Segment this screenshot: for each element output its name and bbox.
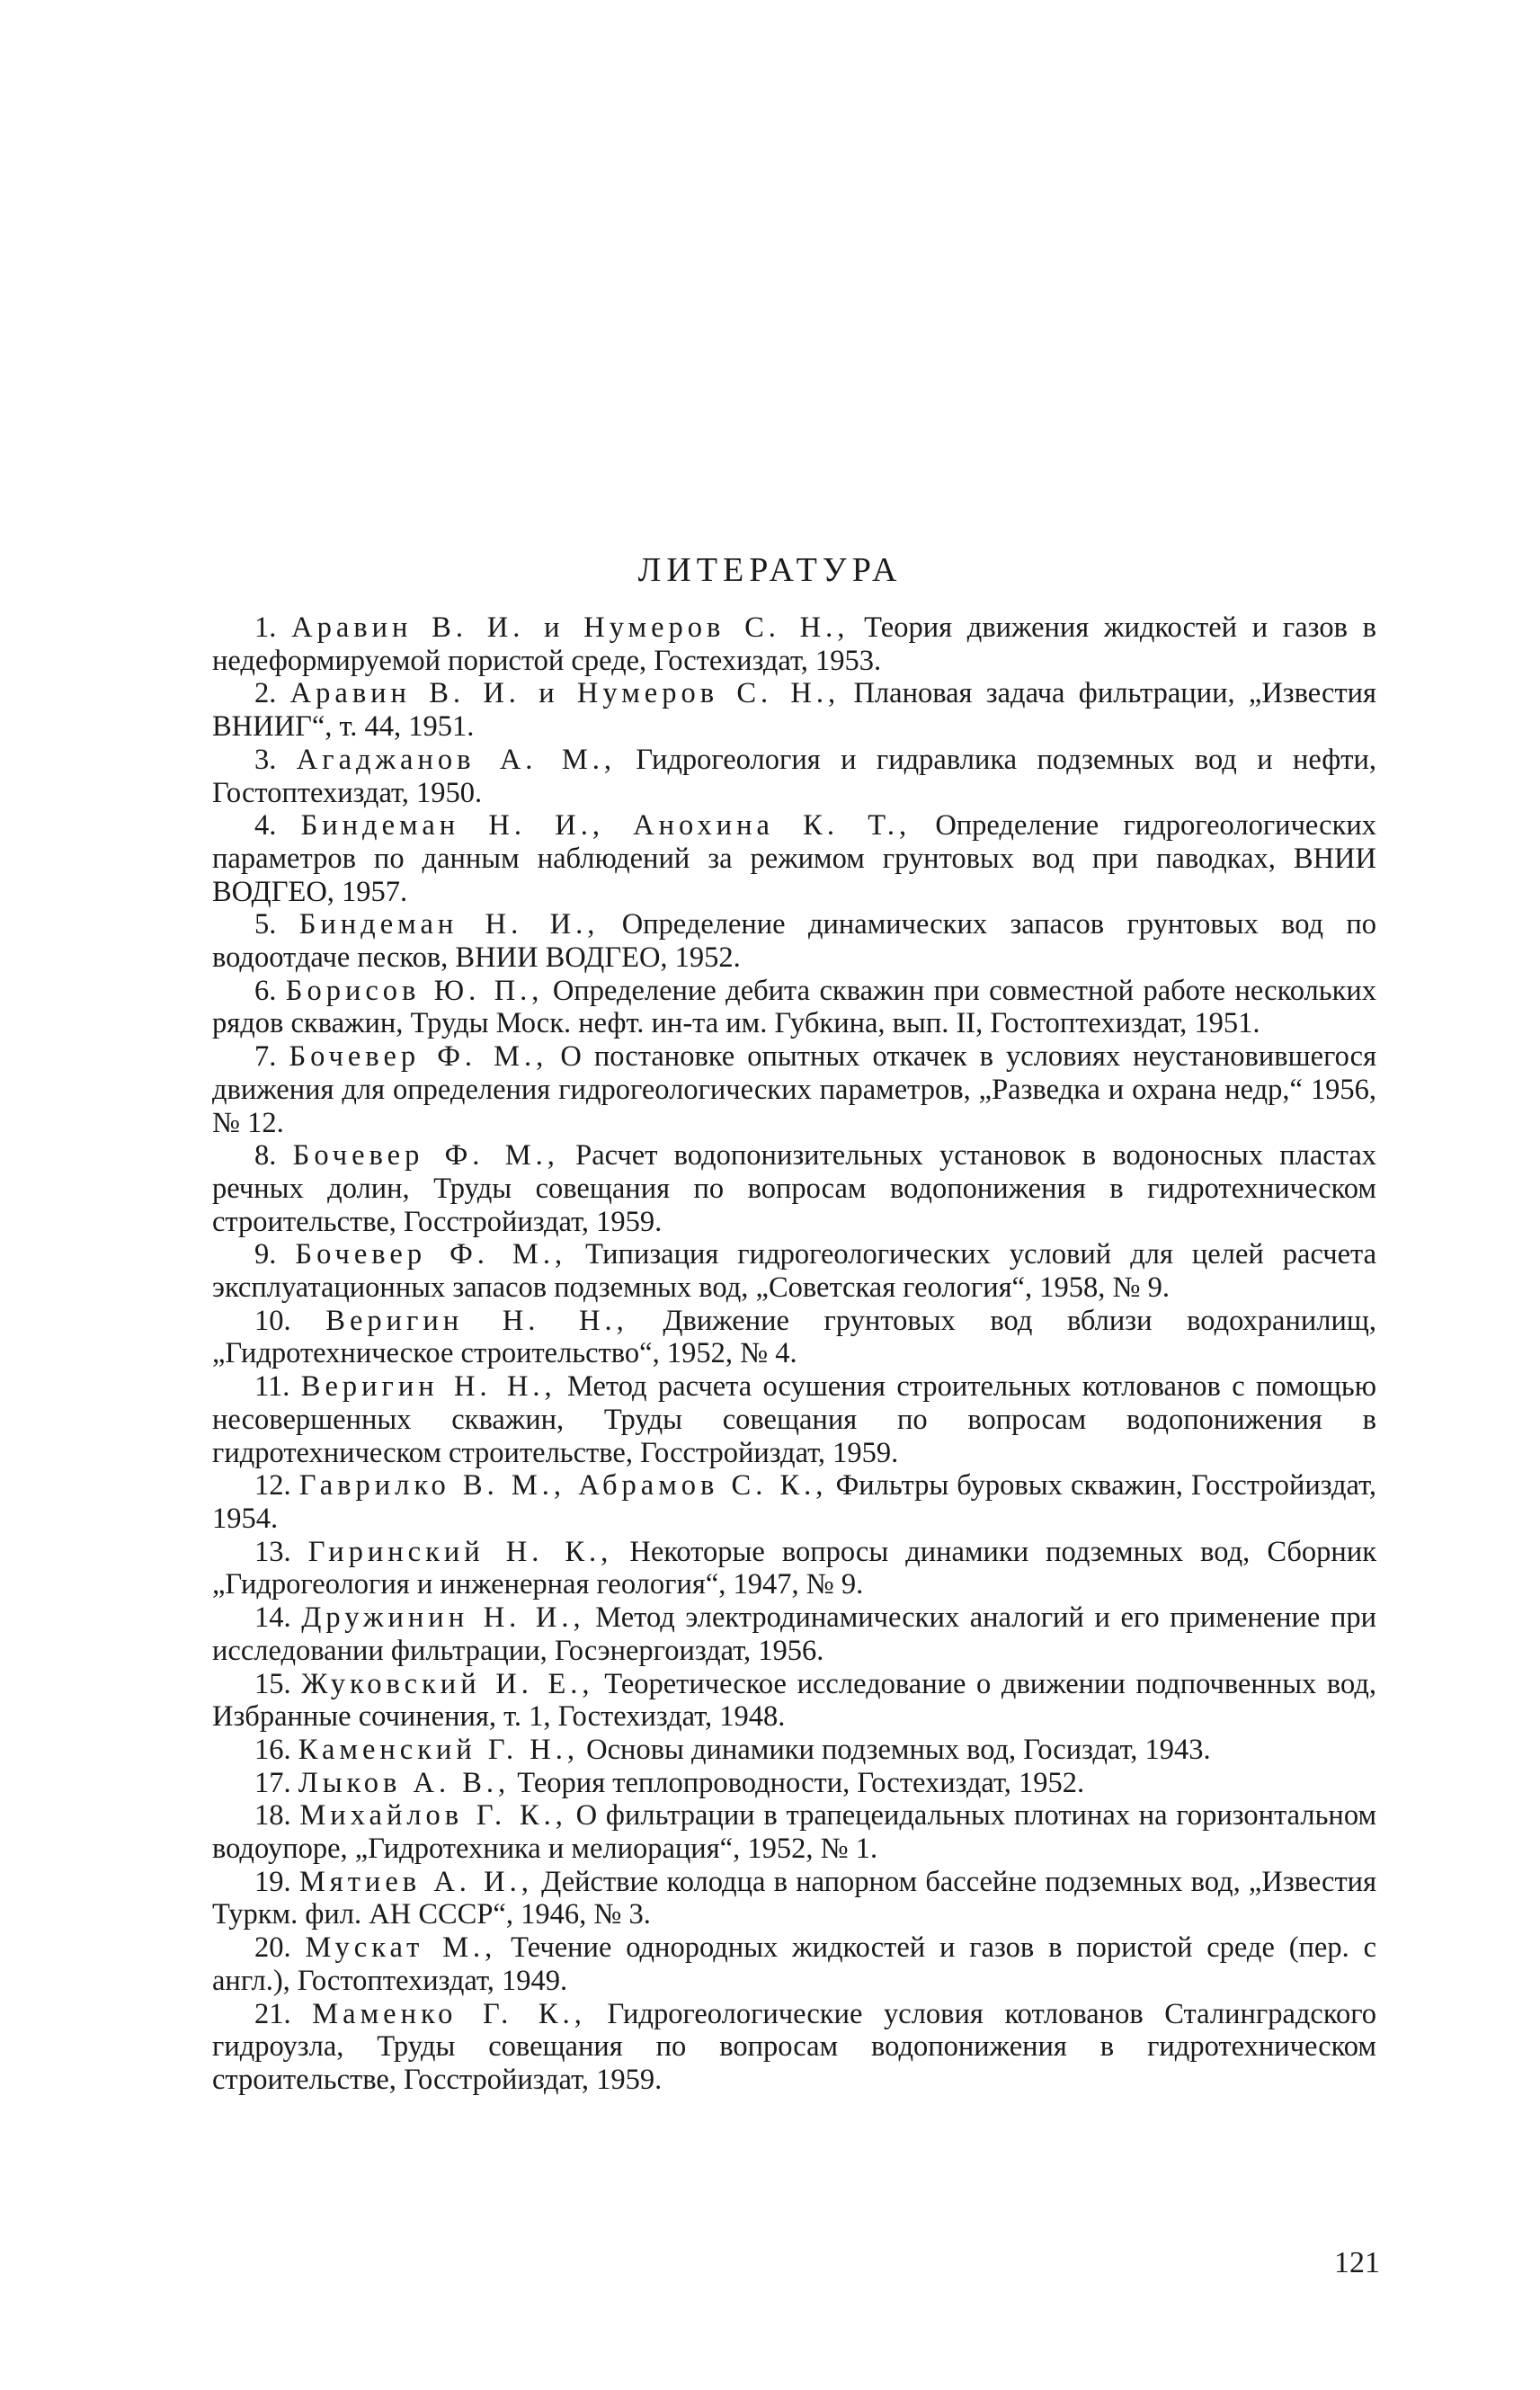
reference-text: Течение однородных жидкостей и газов в пористой среде (пер. с англ.), Гостоптехиздат, 1949. [212,1931,1376,1997]
reference-author: Маменко Г. К., [312,1997,586,2030]
reference-author: Бочевер Ф. М., [292,1139,559,1173]
reference-text: Метод электродинамических аналогий и его применение при исследовании фильтрации, Госэнергоиздат, 1956. [212,1601,1377,1667]
reference-author: Аравин В. И. и Нумеров С. Н., [289,677,841,710]
reference-number: 15. [254,1667,291,1700]
reference-author: Мятиев А. И., [298,1865,533,1898]
reference-number: 7. [254,1040,277,1074]
reference-number: 5. [254,908,277,941]
reference-item [212,1536,1376,1601]
reference-author: Борисов Ю. П., [285,974,544,1007]
reference-text: Определение гидрогеологических параметров по данным наблюдений за режимом грунтовых вод при паводках, ВНИИ ВОДГЕО, 1957. [212,809,1377,908]
reference-number: 17. [254,1766,291,1799]
page-title: ЛИТЕРАТУРА [637,551,903,589]
reference-item [212,908,1376,974]
reference-number: 10. [254,1304,291,1337]
reference-item [212,1998,1376,2097]
reference-text: Гидрогеология и гидравлика подземных вод и нефти, Гостоптехиздат, 1950. [212,743,1377,809]
reference-item [212,1799,1376,1865]
reference-number: 2. [254,677,277,710]
reference-author: Аравин В. И. и Нумеров С. Н., [291,611,850,644]
reference-item [212,1238,1376,1304]
reference-author: Бочевер Ф. М., [295,1238,567,1271]
reference-number: 1. [254,611,277,644]
reference-text: Теория теплопроводности, Гостехиздат, 1952. [517,1766,1085,1799]
reference-number: 12. [254,1469,291,1503]
reference-item [212,1931,1376,1997]
reference-number: 19. [254,1865,291,1898]
reference-number: 3. [254,743,277,776]
reference-item [212,1040,1376,1139]
reference-number: 4. [254,809,277,843]
reference-text: Основы динамики подземных вод, Госиздат, 1943. [586,1733,1211,1766]
reference-text: Теоретическое исследование о движении подпочвенных вод, Избранные сочинения, т. 1, Гостехиздат, 1948. [212,1667,1377,1734]
reference-item [212,677,1376,743]
reference-text: Определение дебита скважин при совместной работе нескольких рядов скважин, Труды Моск. нефт. ин-та им. Губкина, вып. II, Гостоптехиздат, 1951. [212,974,1377,1040]
reference-number: 16. [254,1733,291,1766]
reference-number: 18. [254,1799,291,1833]
reference-text: Метод расчета осушения строительных котлованов с помощью несовершенных скважин, Труды совещания по вопросам водопонижения в гидротехническом строительстве, Госстройиздат, 1959. [212,1370,1377,1469]
reference-number: 6. [254,974,277,1007]
reference-item [212,1767,1376,1800]
reference-item [212,1469,1376,1535]
reference-item [212,1305,1376,1370]
reference-author: Веригин Н. Н., [325,1304,628,1337]
reference-item [212,975,1376,1040]
reference-item [212,1866,1376,1931]
reference-number: 9. [254,1238,277,1271]
reference-author: Агаджанов А. М., [296,743,616,776]
reference-item [212,1668,1376,1734]
reference-author: Дружинин Н. И., [301,1601,585,1635]
reference-text: Фильтры буровых скважин, Госстройиздат, 1954. [212,1469,1376,1535]
reference-item [212,1734,1376,1767]
reference-number: 11. [254,1370,290,1404]
reference-author: Лыков А. В., [298,1766,511,1799]
reference-text: Действие колодца в напорном бассейне подземных вод, „Известия Туркм. фил. АН СССР“, 1946, № 3. [212,1865,1377,1931]
reference-text: Некоторые вопросы динамики подземных вод, Сборник „Гидрогеология и инженерная геология“, 1947, № 9. [212,1535,1376,1601]
reference-number: 21. [254,1997,291,2030]
reference-number: 20. [254,1931,291,1965]
reference-text: Плановая задача фильтрации, „Известия ВНИИГ“, т. 44, 1951. [212,677,1376,744]
reference-author: Мускат М., [305,1931,497,1965]
reference-list [212,611,1376,2097]
reference-author: Веригин Н. Н., [300,1370,556,1404]
reference-item [212,1370,1376,1469]
reference-text: Определение динамических запасов грунтовых вод по водоотдаче песков, ВНИИ ВОДГЕО, 1952. [212,908,1377,975]
reference-item [212,1139,1376,1238]
reference-text: Расчет водопонизительных установок в водоносных пластах речных долин, Труды совещания по вопросам водопонижения в гидротехническом строительстве, Госстройиздат, 1959. [212,1139,1377,1238]
reference-author: Каменский Г. Н., [298,1733,580,1766]
reference-text: Гидрогеологические условия котлованов Сталинградского гидроузла, Труды совещания по вопросам водопонижения в гидротехническом строительстве, Госстройиздат, 1959. [212,1997,1376,2096]
reference-number: 8. [254,1139,277,1173]
reference-text: Движение грунтовых вод вблизи водохранилищ, „Гидротехническое строительство“, 1952, № 4. [212,1304,1377,1370]
reference-text: Теория движения жидкостей и газов в недеформируемой пористой среде, Гостехиздат, 1953. [212,611,1377,677]
reference-text: О фильтрации в трапецеидальных плотинах на горизонтальном водоупоре, „Гидротехника и мелиорация“, 1952, № 1. [212,1799,1377,1866]
reference-item [212,611,1376,677]
reference-number: 13. [254,1535,291,1568]
reference-author: Жуковский И. Е., [301,1667,594,1700]
reference-author: Бочевер Ф. М., [289,1040,548,1074]
reference-number: 14. [254,1601,291,1635]
page-number: 121 [1334,2246,1380,2279]
reference-text: О постановке опытных откачек в условиях неустановившегося движения для определения гидрогеологических параметров, „Разведка и охрана недр,“ 1956, № 12. [212,1040,1377,1139]
reference-text: Типизация гидрогеологических условий для целей расчета эксплуатационных запасов подземных вод, „Советская геология“, 1958, № 9. [212,1238,1377,1305]
reference-author: Гиринский Н. К., [307,1535,613,1568]
reference-item [212,809,1376,908]
reference-author: Биндеман Н. И., Анохина К. Т., [300,809,912,843]
reference-author: Биндеман Н. И., [298,908,600,941]
reference-item [212,1601,1376,1667]
reference-item [212,744,1376,809]
reference-author: Михайлов Г. К., [299,1799,567,1833]
reference-author: Гаврилко В. М., Абрамов С. К., [298,1469,828,1503]
